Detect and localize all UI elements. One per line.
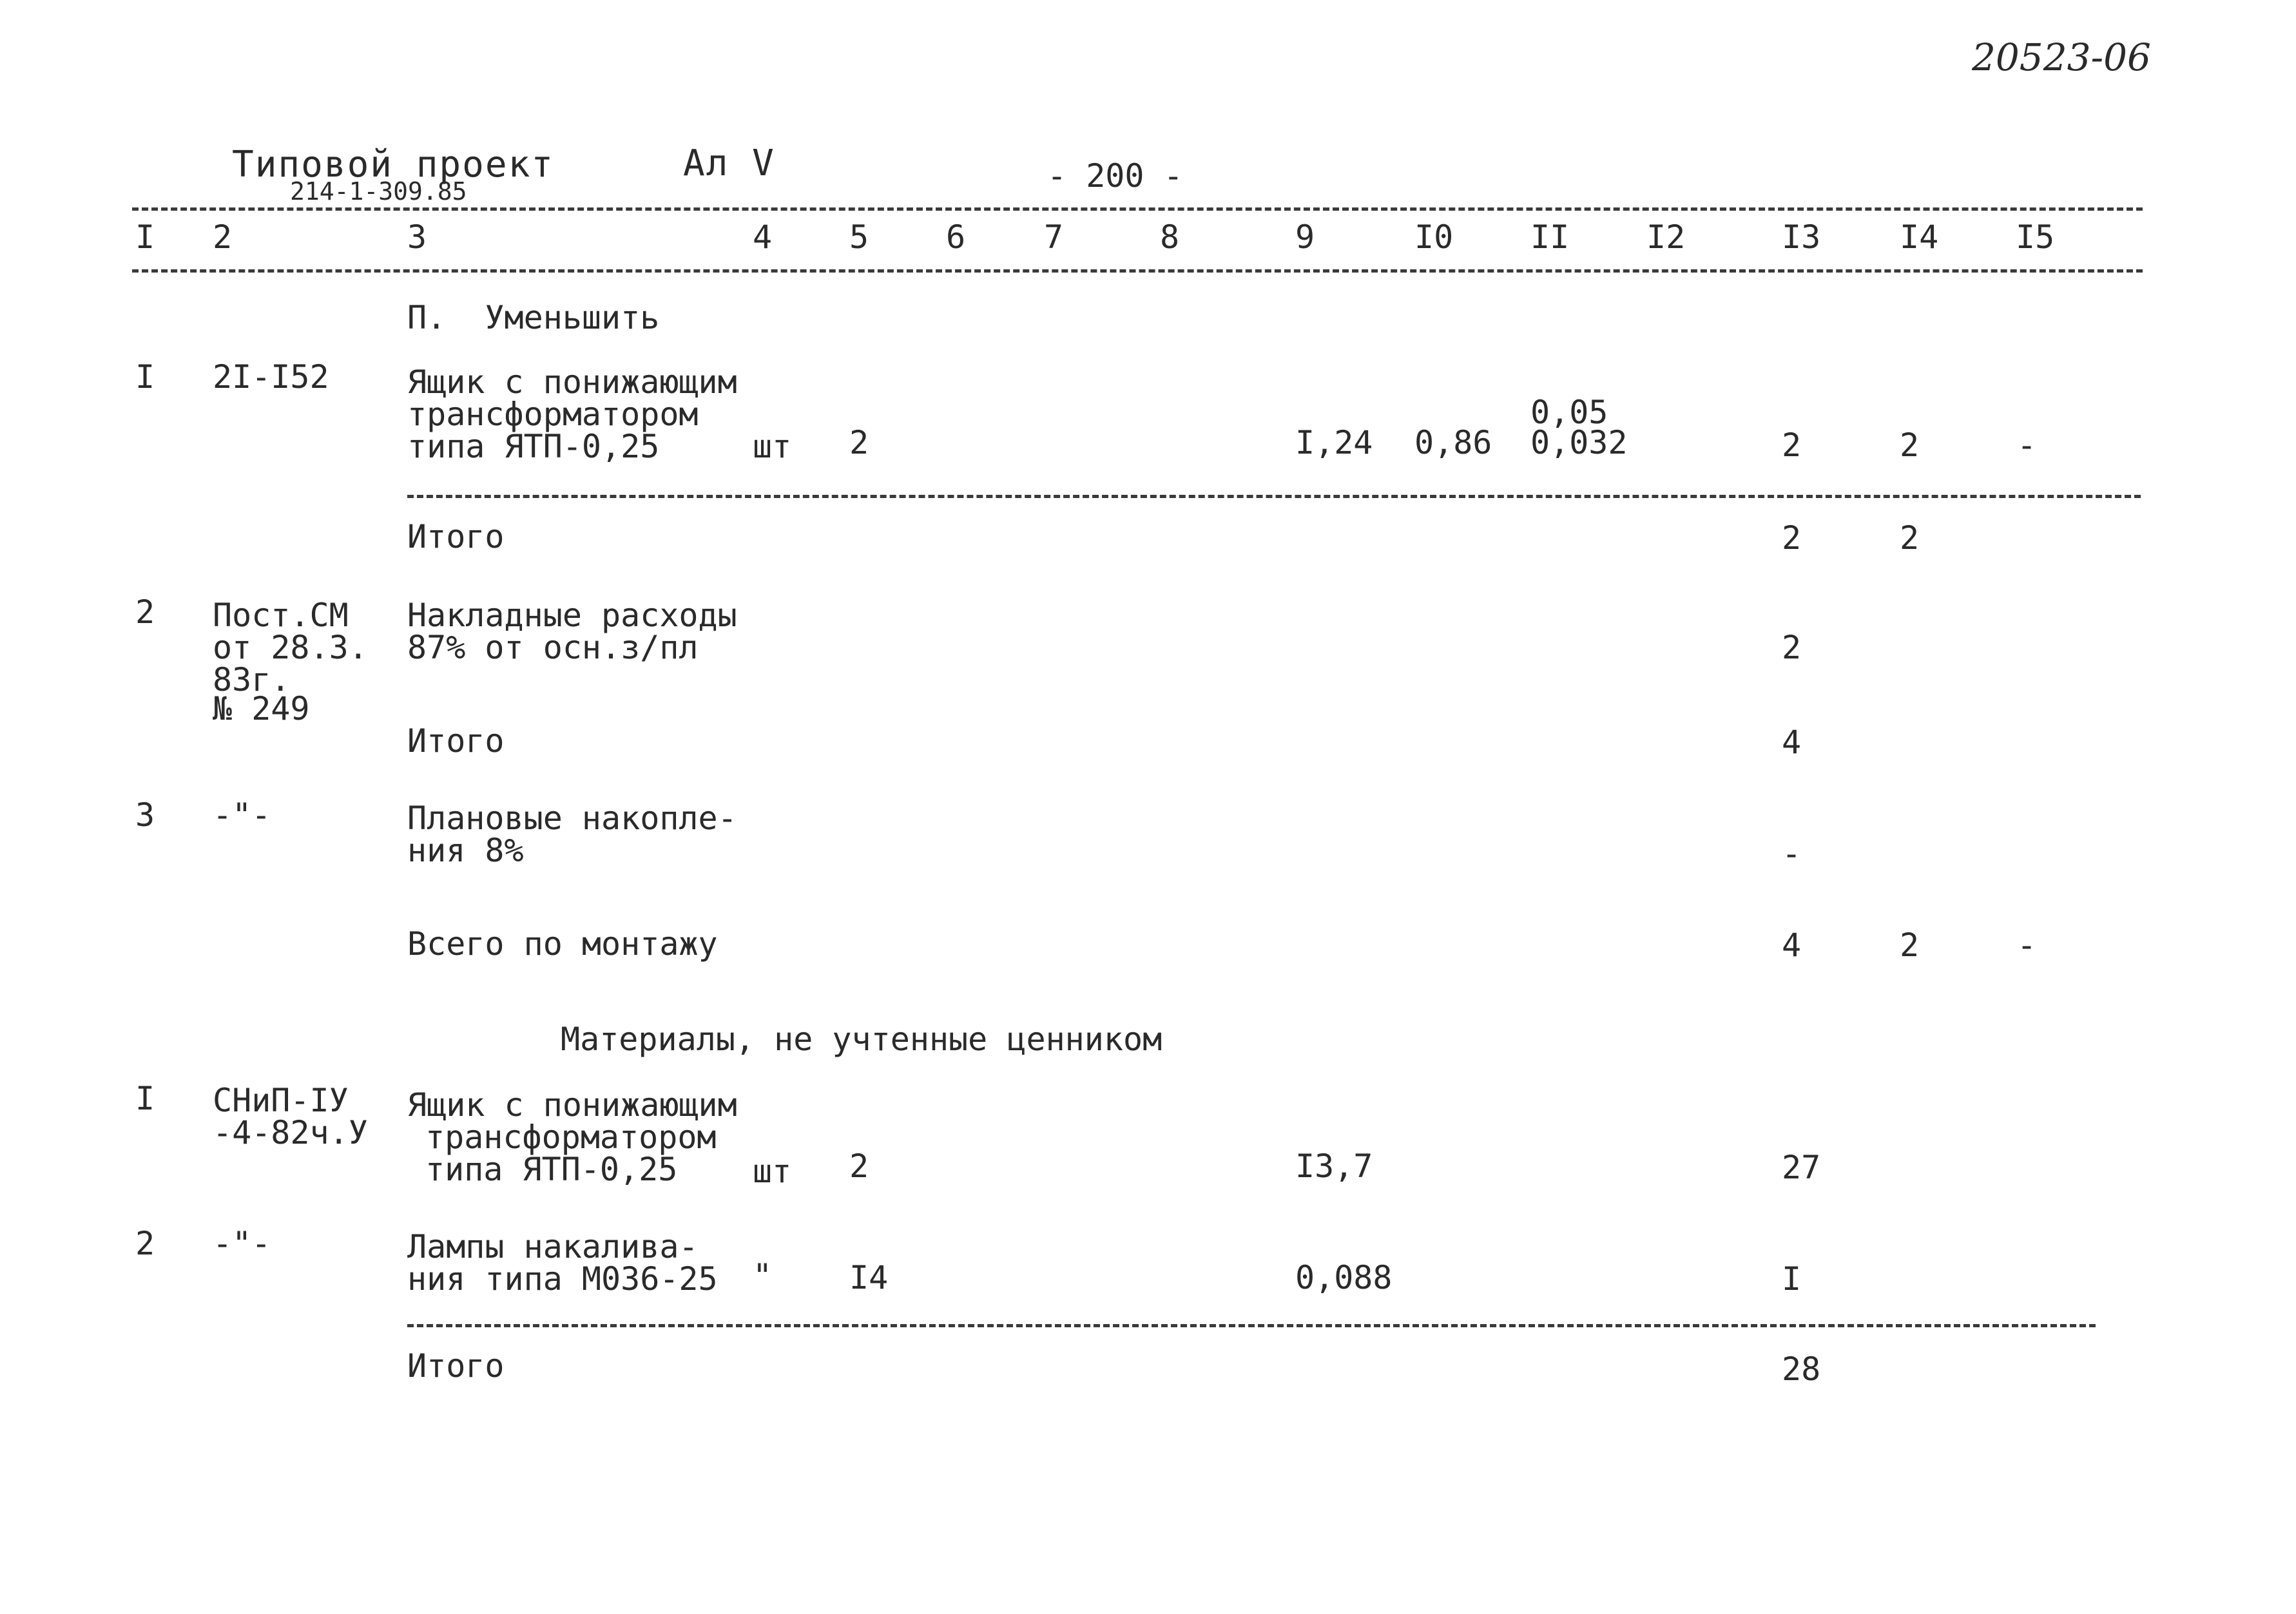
column-header: I3 (1782, 218, 1821, 256)
total-label: Всего по монтажу (407, 925, 718, 963)
item-description-line: трансформатором (407, 396, 699, 433)
total-machine: - (2017, 427, 2037, 464)
subtotal-rule (407, 1324, 2096, 1327)
norm-code: -"- (213, 796, 271, 834)
project-code: 214-1-309.85 (290, 177, 467, 206)
column-header: 9 (1295, 218, 1315, 256)
total-cost: I (1782, 1260, 1802, 1298)
machine-cost-bottom: 0,032 (1530, 424, 1628, 461)
norm-code-line: 83г. (213, 661, 291, 698)
unit: шт (753, 1153, 792, 1190)
subtotal-rule (407, 495, 2141, 498)
item-description-line: ния 8% (407, 832, 524, 869)
column-header: I (135, 218, 155, 256)
unit: шт (753, 428, 792, 465)
total-wage: 2 (1900, 427, 1920, 464)
total-cost: 4 (1782, 927, 1802, 964)
column-header: 2 (213, 218, 233, 256)
wage-cost: 0,86 (1414, 424, 1492, 461)
row-number: 2 (135, 593, 155, 631)
column-header: 7 (1044, 218, 1064, 256)
header-top-rule (132, 207, 2143, 211)
unit-cost: I,24 (1295, 424, 1373, 461)
item-description-line: 87% от осн.з/пл (407, 629, 699, 666)
total-wage: 2 (1900, 927, 1920, 964)
header-bottom-rule (132, 269, 2143, 273)
norm-code-line: -4-82ч.У (213, 1114, 368, 1151)
norm-code-line: от 28.3. (213, 629, 368, 666)
subtotal-wage: 2 (1900, 519, 1920, 557)
column-header: II (1530, 218, 1570, 256)
quantity: 2 (849, 1148, 869, 1185)
quantity: I4 (849, 1259, 889, 1296)
total-cost: 2 (1782, 427, 1802, 464)
item-description-line: трансформатором (425, 1119, 717, 1156)
column-header: 6 (946, 218, 966, 256)
page-number: - 200 - (1047, 157, 1183, 195)
document-number: 20523-06 (1972, 35, 2151, 79)
column-header: I0 (1414, 218, 1454, 256)
item-description-line: Ящик с понижающим (407, 363, 737, 401)
norm-code-line: № 249 (213, 690, 310, 727)
column-header: I5 (2016, 218, 2055, 256)
row-number: 3 (135, 796, 155, 834)
norm-code: -"- (213, 1225, 271, 1262)
item-description-line: Накладные расходы (407, 597, 737, 634)
total-cost: 27 (1782, 1149, 1821, 1186)
column-header: I4 (1900, 218, 1939, 256)
norm-code: 2I-I52 (213, 358, 329, 396)
project-label: Типовой проект (232, 144, 555, 186)
item-description-line: типа ЯТП-0,25 (425, 1151, 678, 1188)
unit: " (753, 1257, 773, 1294)
norm-code-line: Пост.СМ (213, 597, 349, 634)
subtotal-label: Итого (407, 518, 505, 555)
item-description-line: Ящик с понижающим (407, 1086, 737, 1124)
column-header: 3 (407, 218, 427, 256)
album-label: Ал V (683, 142, 775, 184)
row-number: I (135, 358, 155, 396)
column-header: 4 (753, 218, 773, 256)
total-machine: - (2017, 927, 2037, 964)
column-header: 5 (849, 218, 869, 256)
item-description-line: ния типа М036-25 (407, 1260, 718, 1298)
section-title: П. Уменьшить (407, 299, 660, 336)
row-number: I (135, 1080, 155, 1117)
unit-cost: 0,088 (1295, 1259, 1393, 1296)
machine-cost-top: 0,05 (1530, 394, 1608, 431)
total-cost: - (1782, 835, 1802, 872)
subtotal-cost: 4 (1782, 724, 1802, 761)
quantity: 2 (849, 424, 869, 461)
row-number: 2 (135, 1225, 155, 1262)
item-description-line: Плановые накопле- (407, 800, 737, 837)
item-description-line: Лампы накалива- (407, 1228, 699, 1265)
unit-cost: I3,7 (1295, 1148, 1373, 1185)
column-header: I2 (1646, 218, 1686, 256)
subtotal-cost: 2 (1782, 519, 1802, 557)
subtotal-cost: 28 (1782, 1350, 1821, 1388)
norm-code-line: СНиП-IУ (213, 1082, 349, 1119)
column-header: 8 (1160, 218, 1180, 256)
subtotal-label: Итого (407, 722, 505, 760)
total-cost: 2 (1782, 629, 1802, 666)
subtotal-label: Итого (407, 1347, 505, 1385)
item-description-line: типа ЯТП-0,25 (407, 428, 660, 465)
section-title: Материалы, не учтенные ценником (561, 1021, 1162, 1058)
